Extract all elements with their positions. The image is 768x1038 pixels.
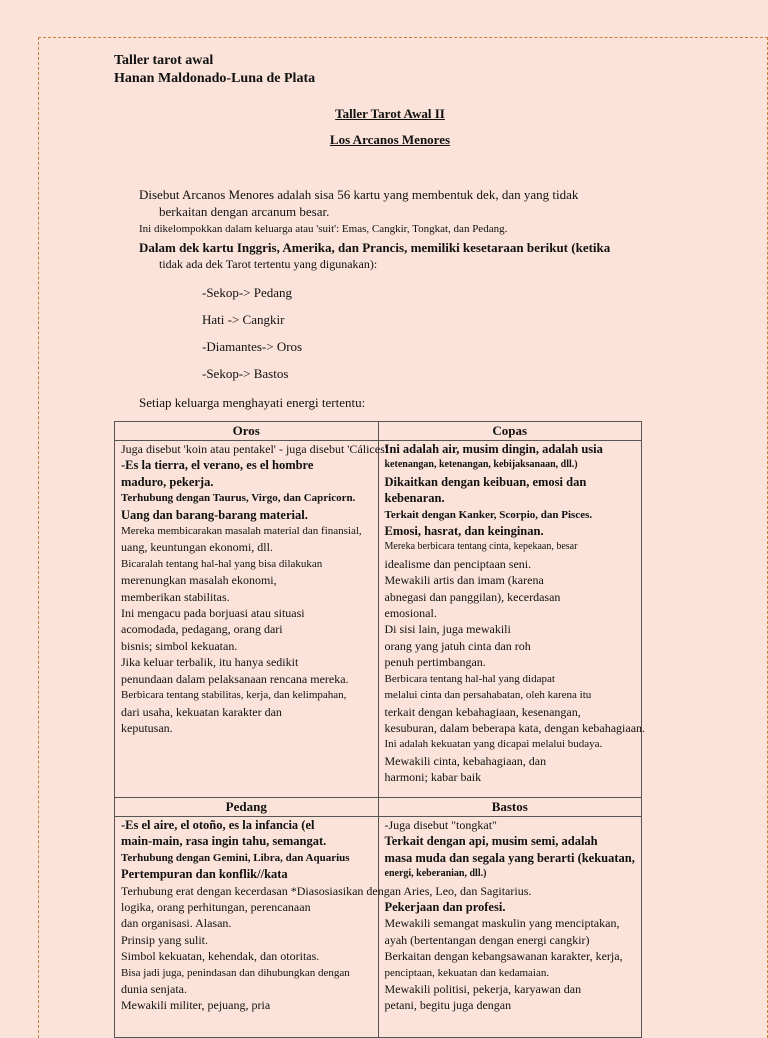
oros-line: Uang dan barang-barang material. — [121, 507, 308, 522]
bastos-line: -Juga disebut "tongkat" — [384, 818, 497, 832]
bastos-line: Terkait dengan api, musim semi, adalah — [384, 834, 598, 849]
cell-copas — [378, 441, 646, 798]
pedang-line: Mewakili militer, pejuang, pria — [121, 998, 271, 1013]
copas-line: Mereka berbicara tentang cinta, kepekaan, besar — [384, 541, 578, 553]
pedang-line: Prinsip yang sulit. — [121, 932, 209, 947]
oros-line: acomodada, pedagang, orang dari — [121, 622, 283, 637]
pedang-line: Terhubung dengan Gemini, Libra, dan Aquarius — [121, 851, 350, 864]
copas-line: terkait dengan kebahagiaan, kesenangan, — [384, 704, 581, 719]
copas-line: Ini adalah kekuatan yang dicapai melalui budaya. — [384, 738, 603, 751]
oros-line: bisnis; simbol kekuatan. — [121, 638, 238, 653]
oros-line: memberikan stabilitas. — [121, 589, 230, 604]
oros-line: keputusan. — [121, 720, 173, 735]
bastos-line: Pekerjaan dan profesi. — [384, 900, 506, 915]
document-title: Taller Tarot Awal II — [335, 106, 445, 121]
oros-line: -Es la tierra, el verano, es el hombre — [121, 458, 314, 473]
copas-line: Dikaitkan dengan keibuan, emosi dan — [384, 474, 587, 489]
header-copas: Copas — [378, 422, 642, 441]
copas-line: penuh pertimbangan. — [384, 655, 486, 670]
oros-line: maduro, pekerja. — [121, 474, 214, 489]
pedang-line: logika, orang perhitungan, perencanaan — [121, 900, 311, 915]
copas-line: idealisme dan penciptaan seni. — [384, 556, 532, 571]
suit-pair-4: -Sekop-> Bastos — [202, 366, 289, 381]
suit-pair-3: -Diamantes-> Oros — [202, 339, 303, 354]
oros-line: dari usaha, kekuatan karakter dan — [121, 704, 282, 719]
copas-line: Ini adalah air, musim dingin, adalah usia — [384, 442, 603, 456]
bullet-1: Disebut Arcanos Menores adalah sisa 56 kartu yang membentuk dek, dan yang tidak — [139, 187, 579, 202]
pedang-line: Terhubung erat dengan kecerdasan *Diasosiasikan dengan Aries, Leo, dan Sagitarius. — [121, 883, 532, 898]
cell-bastos — [378, 817, 642, 1038]
oros-line: Bicaralah tentang hal-hal yang bisa dilakukan — [121, 557, 323, 570]
header-pedang: Pedang — [115, 798, 379, 817]
cell-oros — [115, 441, 387, 798]
oros-line: Juga disebut 'koin atau pentakel' - juga disebut 'Cálices' — [121, 442, 387, 456]
oros-line: uang, keuntungan ekonomi, dll. — [121, 540, 273, 555]
pedang-line: dan organisasi. Alasan. — [121, 916, 232, 931]
pedang-line: dunia senjata. — [121, 982, 187, 997]
bullet-3: Dalam dek kartu Inggris, Amerika, dan Prancis, memiliki kesetaraan berikut (ketika — [139, 240, 611, 255]
header-oros: Oros — [115, 422, 379, 441]
bastos-line: Mewakili politisi, pekerja, karyawan dan — [384, 982, 582, 997]
suit-pair-1: -Sekop-> Pedang — [202, 285, 293, 300]
pedang-line: Simbol kekuatan, kehendak, dan otoritas. — [121, 949, 320, 964]
copas-line: abnegasi dan panggilan), kecerdasan — [384, 589, 561, 604]
header-line-1: Taller tarot awal — [114, 53, 214, 68]
pedang-line: Pertempuran dan konflik//kata — [121, 867, 288, 882]
bullet-4: Setiap keluarga menghayati energi tertentu: — [139, 395, 366, 410]
bastos-line: ayah (bertentangan dengan energi cangkir) — [384, 932, 590, 947]
header-bastos: Bastos — [378, 798, 642, 817]
oros-line: Berbicara tentang stabilitas, kerja, dan kelimpahan, — [121, 689, 347, 702]
copas-line: orang yang jatuh cinta dan roh — [384, 638, 531, 653]
oros-line: Ini mengacu pada borjuasi atau situasi — [121, 606, 305, 621]
bullet-1-continuation: berkaitan dengan arcanum besar. — [159, 204, 330, 219]
pedang-line: main-main, rasa ingin tahu, semangat. — [121, 834, 327, 849]
pedang-line: -Es el aire, el otoño, es la infancia (el — [121, 818, 315, 832]
header-line-2: Hanan Maldonado-Luna de Plata — [114, 71, 316, 86]
copas-line: kebenaran. — [384, 491, 445, 506]
bullet-2: Ini dikelompokkan dalam keluarga atau 'suit': Emas, Cangkir, Tongkat, dan Pedang. — [139, 223, 508, 235]
copas-line: Berbicara tentang hal-hal yang didapat — [384, 672, 555, 685]
copas-line: Di sisi lain, juga mewakili — [384, 622, 511, 637]
pedang-line: Bisa jadi juga, penindasan dan dihubungkan dengan — [121, 966, 350, 979]
copas-line: Mewakili artis dan imam (karena — [384, 573, 544, 588]
copas-line: kesuburan, dalam beberapa kata, dengan kebahagiaan. — [384, 720, 646, 735]
copas-line: Terkait dengan Kanker, Scorpio, dan Pisces. — [384, 508, 593, 521]
suits-table — [114, 421, 646, 1038]
oros-line: Jika keluar terbalik, itu hanya sedikit — [121, 655, 299, 670]
copas-line: ketenangan, ketenangan, kebijaksanaan, dll.) — [384, 459, 578, 471]
oros-line: penundaan dalam pelaksanaan rencana mereka. — [121, 671, 349, 686]
oros-line: Mereka membicarakan masalah material dan finansial, — [121, 525, 362, 538]
bastos-line: energi, keberanian, dll.) — [384, 868, 487, 880]
bullet-3-continuation: tidak ada dek Tarot tertentu yang digunakan): — [159, 257, 378, 271]
bastos-line: masa muda dan segala yang berarti (kekuatan, — [384, 850, 635, 865]
document-subtitle: Los Arcanos Menores — [329, 132, 451, 147]
bastos-line: Berkaitan dengan kebangsawanan karakter, kerja, — [384, 949, 623, 964]
copas-line: Mewakili cinta, kebahagiaan, dan — [384, 753, 547, 768]
oros-line: Terhubung dengan Taurus, Virgo, dan Capricorn. — [121, 492, 356, 505]
bastos-line: penciptaan, kekuatan dan kedamaian. — [384, 966, 550, 979]
oros-line: merenungkan masalah ekonomi, — [121, 573, 277, 588]
copas-line: harmoni; kabar baik — [384, 770, 482, 785]
bastos-line: petani, begitu juga dengan — [384, 998, 512, 1013]
bastos-line: Mewakili semangat maskulin yang menciptakan, — [384, 916, 620, 931]
suit-pair-2: Hati -> Cangkir — [202, 312, 285, 327]
copas-line: Emosi, hasrat, dan keinginan. — [384, 524, 544, 539]
copas-line: melalui cinta dan persahabatan, oleh karena itu — [384, 689, 592, 702]
copas-line: emosional. — [384, 606, 437, 621]
